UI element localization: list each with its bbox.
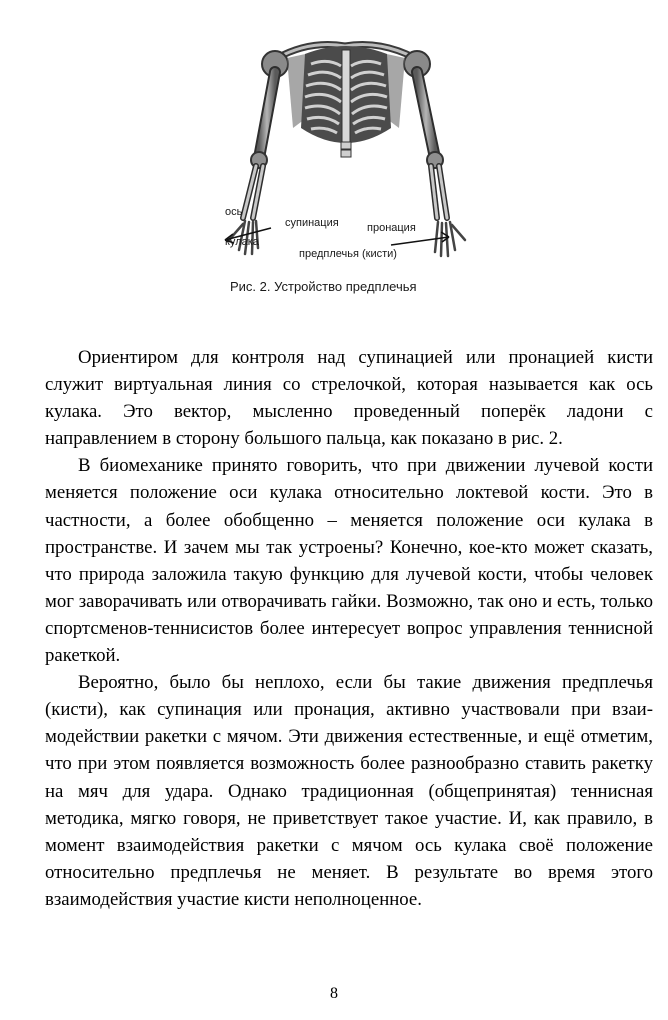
axis-label-top: ось (225, 206, 243, 218)
paragraph-3: Вероятно, было бы неплохо, если бы такие движения предплечья (кисти), как супинация или пронация, активно участвовали при взаимодействии ракетки с мячом. Эти движения естественные, и ещё отметим, что при этом появляется возможность более разнообразно ставить ракетку на мяч для удара. Однако традиционная (общепринятая) теннисная методика, мягко говоря, не приветствует такое участие. И, как правило, в момент взаимодействия ракетки с мячом ось кулака своё положение относительно предплечья не меняет. В результате во время этого взаимодействия участие кисти неполноценное. (45, 672, 653, 910)
figure-caption: Рис. 2. Устройство предплечья (230, 279, 417, 294)
body-text (45, 344, 653, 913)
supination-label: супинация (285, 217, 339, 229)
figure (215, 18, 477, 308)
page-number: 8 (330, 985, 338, 1002)
axis-label-bottom: кулака (225, 236, 259, 248)
paragraph-1: Ориентиром для контроля над супинацией или пронацией кисти служит виртуальная линия со стрелочкой, которая называется как ось кулака. Это вектор, мысленно проведенный поперёк ладони с направлением в сторону большого пальца, как показано в рис. 2. (45, 347, 653, 450)
pronation-label: пронация (367, 222, 416, 234)
paragraph-2: В биомеханике принято говорить, что при движении лучевой кости меняется положение оси кулака относительно локтевой кости. Это в частности, а более обобщенно – меняется положение оси кулака в пространстве. И зачем мы так устроены? Конечно, кое-кто может сказать, что природа заложила такую функцию для лучевой кости, чтобы человек мог заворачивать или отворачивать гайки. Возможно, так оно и есть, только спортсменов-теннисистов более интересует вопрос управления теннисной ракеткой. (45, 455, 653, 667)
forearm-label: предплечья (кисти) (299, 248, 397, 260)
skeleton-illustration (215, 18, 477, 308)
